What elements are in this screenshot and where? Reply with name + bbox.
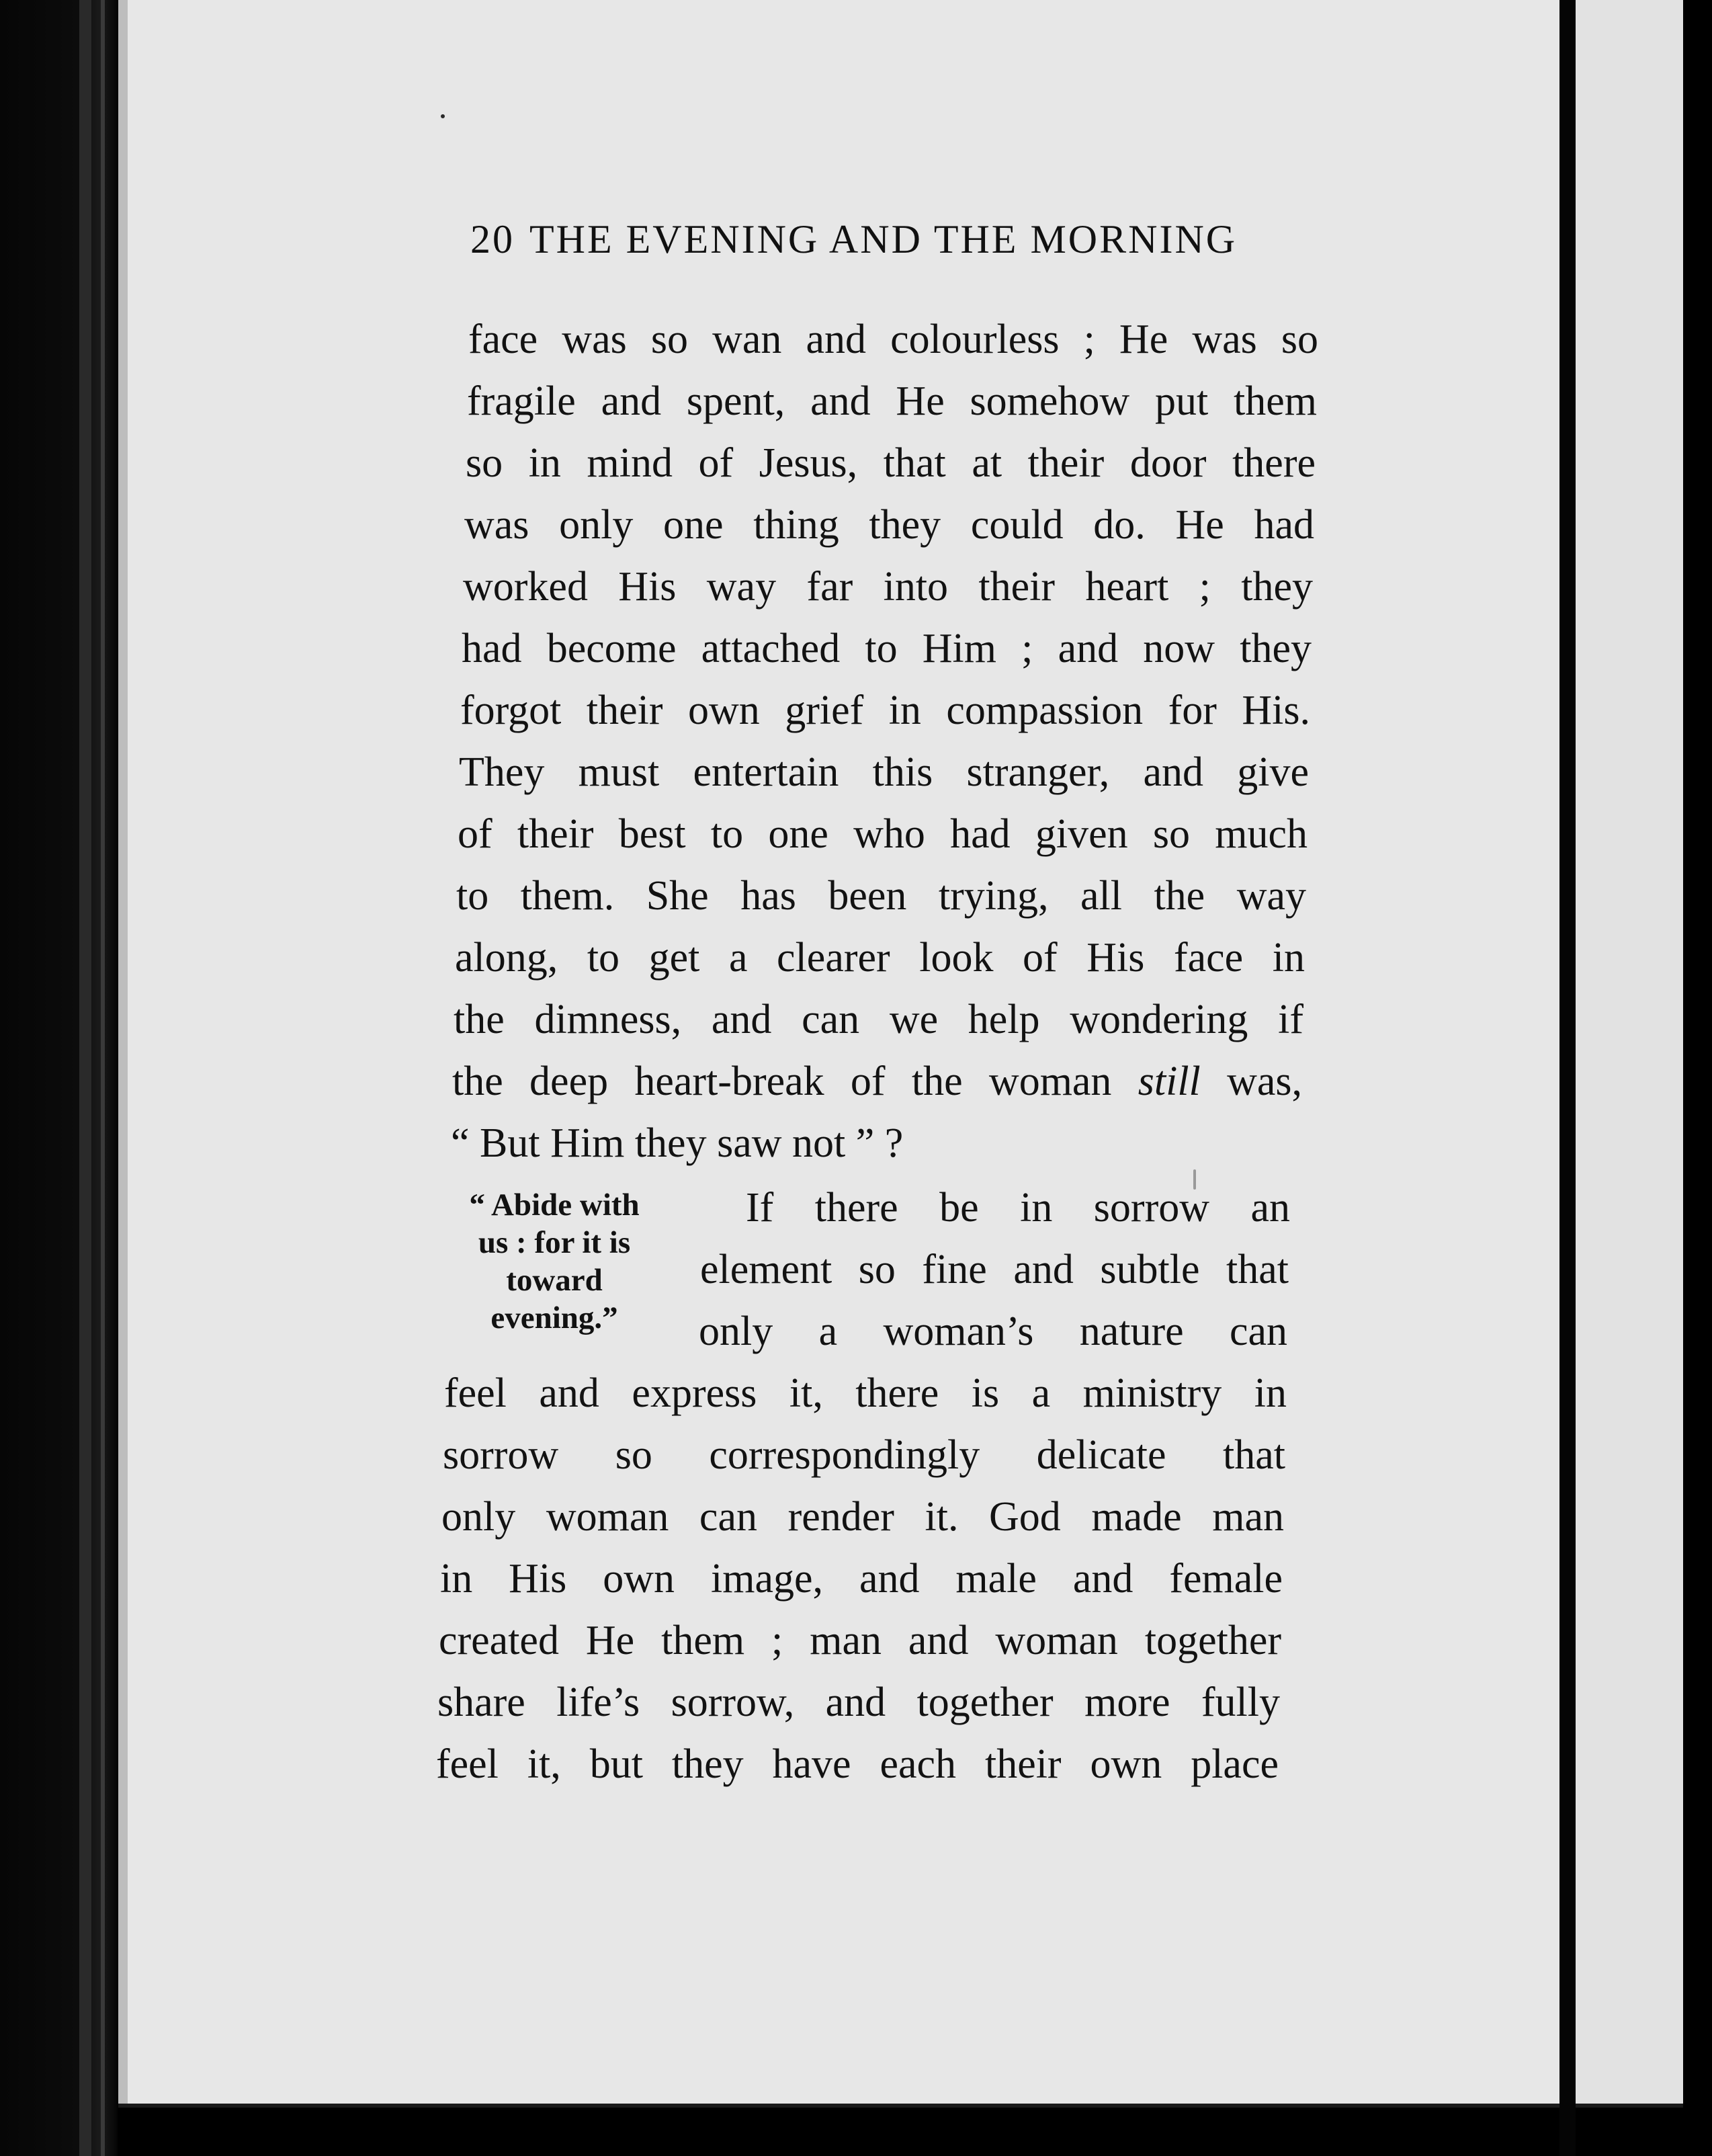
text-line: along, to get a clearer look of His face in — [455, 935, 1305, 981]
page-number: 20 — [470, 217, 515, 261]
running-header — [470, 216, 1317, 263]
paper-speck — [441, 114, 445, 118]
text-line: forgot their own grief in compassion for His. — [460, 688, 1310, 733]
sidenote-line: us : for it is — [478, 1225, 631, 1260]
binding-stripe-secondary — [101, 0, 105, 2156]
running-title: THE EVENING AND THE MORNING — [529, 217, 1238, 261]
text-line: only woman can render it. God made man — [441, 1494, 1284, 1540]
text-line-with-emphasis: the deep heart-break of the woman still was, — [452, 1059, 1303, 1104]
text-line: feel it, but they have each their own place — [436, 1741, 1279, 1787]
text-line: in His own image, and male and female — [440, 1556, 1283, 1602]
text-line: sorrow so correspondingly delicate that — [443, 1432, 1285, 1478]
text-line: face was so wan and colourless ; He was so — [468, 317, 1318, 362]
text-line: created He them ; man and woman together — [439, 1618, 1281, 1663]
text-line: element so fine and subtle that — [700, 1247, 1289, 1292]
text-line: share life’s sorrow, and together more fully — [437, 1680, 1280, 1725]
text-line: worked His way far into their heart ; they — [463, 564, 1313, 610]
scan-right-border — [1683, 0, 1712, 2156]
text-line: the dimness, and can we help wondering if — [454, 997, 1303, 1042]
emphasized-word: still — [1138, 1059, 1201, 1104]
text-line: of their best to one who had given so much — [458, 811, 1308, 857]
text-line: If there be in sorrow an — [746, 1185, 1290, 1231]
text-line: was only one thing they could do. He had — [464, 502, 1314, 548]
text-line: “ But Him they saw not ” ? — [451, 1120, 904, 1166]
sidenote-line: toward — [506, 1263, 603, 1298]
text-line: feel and express it, there is a ministry in — [444, 1370, 1287, 1416]
sidenote-line: “ Abide with — [469, 1188, 640, 1222]
sidenote-line: evening.” — [490, 1300, 618, 1335]
text-line: so in mind of Jesus, that at their door there — [466, 440, 1316, 486]
book-binding-edge — [0, 0, 118, 2156]
page-gutter-fold — [1559, 0, 1576, 2156]
margin-sidenote — [443, 1186, 665, 1337]
text-line: had become attached to Him ; and now they — [462, 626, 1312, 671]
text-line: fragile and spent, and He somehow put them — [467, 378, 1317, 424]
text-line: They must entertain this stranger, and give — [459, 749, 1309, 795]
binding-stripe — [79, 0, 91, 2156]
text-line: only a woman’s nature can — [699, 1309, 1287, 1354]
text-line: to them. She has been trying, all the way — [456, 873, 1306, 919]
facing-page-edge — [1576, 0, 1683, 2108]
